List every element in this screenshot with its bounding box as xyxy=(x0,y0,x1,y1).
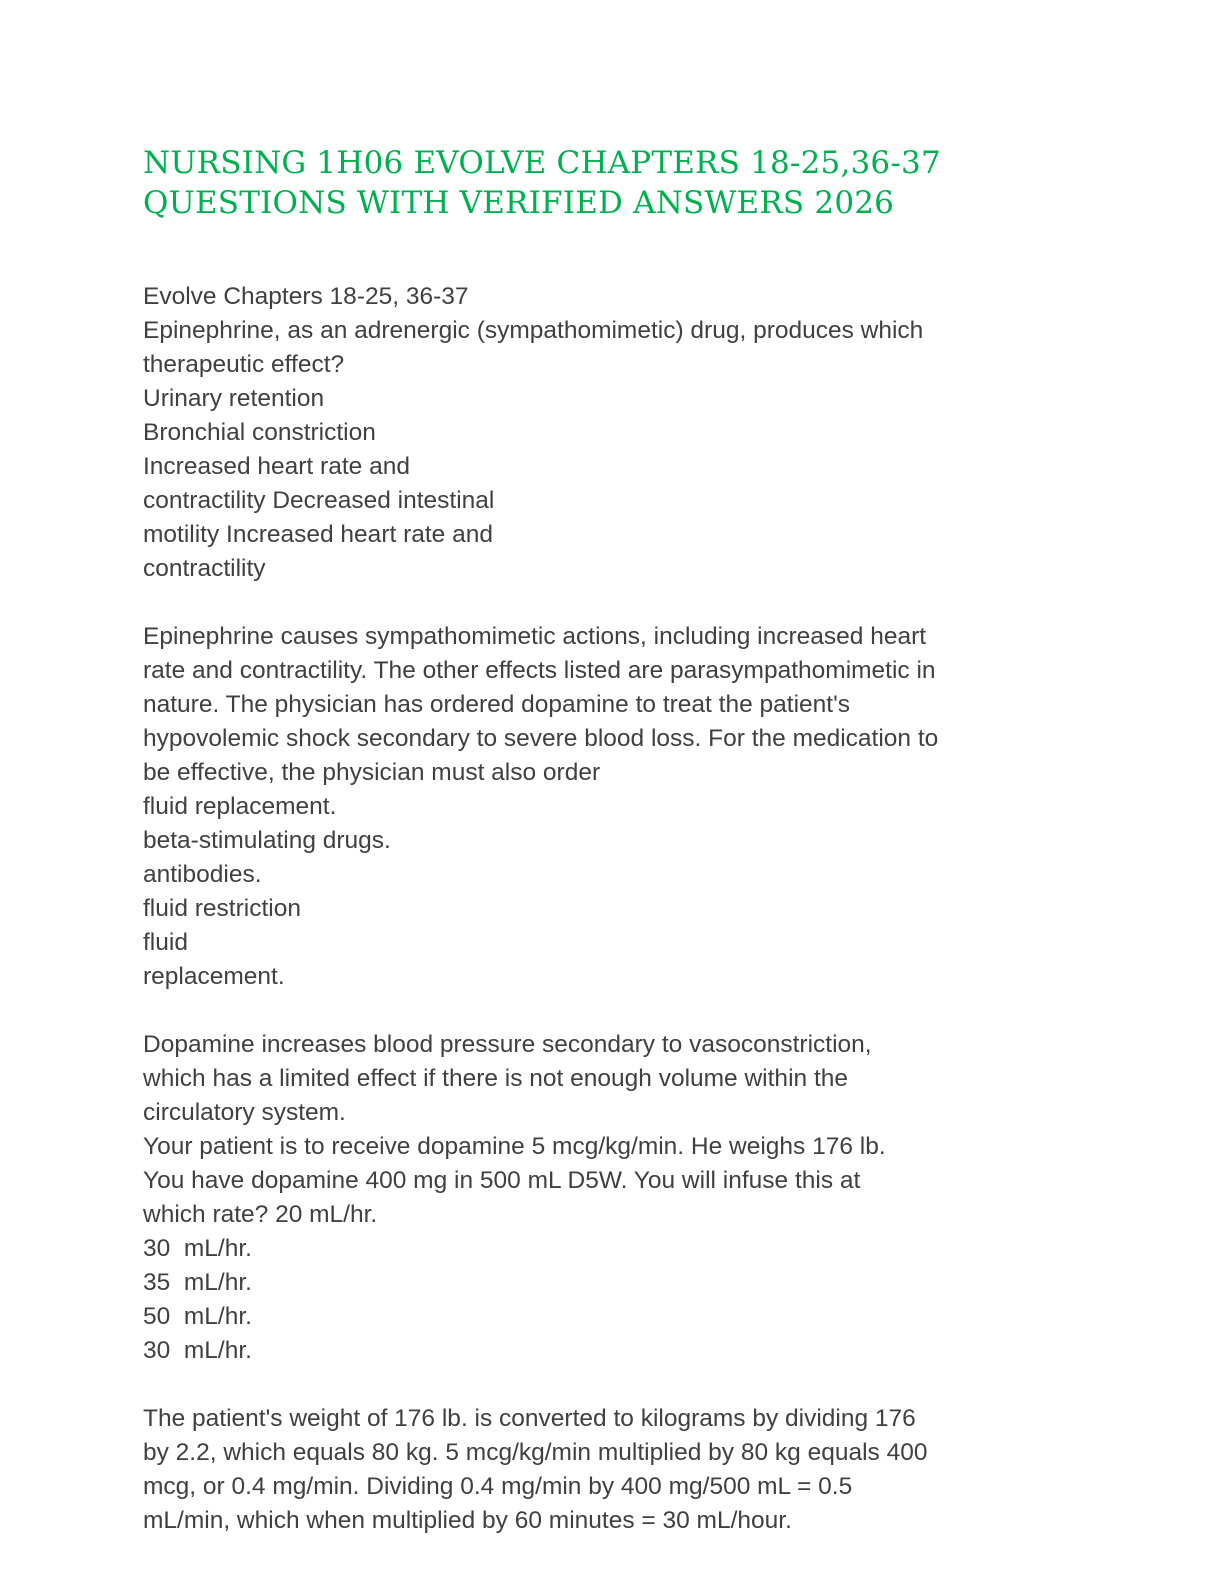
question-2-option: fluid replacement. xyxy=(143,793,337,820)
rationale-3-line: by 2.2, which equals 80 kg. 5 mcg/kg/min multiplied by 80 kg equals 400 xyxy=(143,1439,928,1466)
question-1-option: contractility Decreased intestinal xyxy=(143,487,495,514)
intro-line: Evolve Chapters 18-25, 36-37 xyxy=(143,283,469,310)
question-2-option: beta-stimulating drugs. xyxy=(143,827,391,854)
rationale-1-line: be effective, the physician must also order xyxy=(143,759,601,786)
question-3-option: 30 mL/hr. xyxy=(143,1235,252,1262)
question-3-stem-line: which rate? 20 mL/hr. xyxy=(143,1201,378,1228)
question-1-option: motility Increased heart rate and xyxy=(143,521,493,548)
question-2-option: fluid xyxy=(143,929,188,956)
rationale-3-line: mL/min, which when multiplied by 60 minutes = 30 mL/hour. xyxy=(143,1507,792,1534)
question-3-option: 30 mL/hr. xyxy=(143,1337,252,1364)
rationale-3-line: mcg, or 0.4 mg/min. Dividing 0.4 mg/min by 400 mg/500 mL = 0.5 xyxy=(143,1473,853,1500)
question-2-option: replacement. xyxy=(143,963,285,990)
title-line-2: QUESTIONS WITH VERIFIED ANSWERS 2026 xyxy=(143,185,895,221)
rationale-2-line: circulatory system. xyxy=(143,1099,346,1126)
question-1-stem-line-2: therapeutic effect? xyxy=(143,351,345,378)
document-title xyxy=(143,143,1083,223)
rationale-1-line: nature. The physician has ordered dopamine to treat the patient's xyxy=(143,691,851,718)
question-3-option: 35 mL/hr. xyxy=(143,1269,252,1296)
question-3-option: 50 mL/hr. xyxy=(143,1303,252,1330)
paragraph-gap xyxy=(143,994,1083,1028)
rationale-1-line: Epinephrine causes sympathomimetic actions, including increased heart xyxy=(143,623,927,650)
document-body xyxy=(143,280,1083,1538)
question-2-option: antibodies. xyxy=(143,861,262,888)
rationale-1-line: rate and contractility. The other effects listed are parasympathomimetic in xyxy=(143,657,936,684)
question-2-option: fluid restriction xyxy=(143,895,301,922)
paragraph-gap xyxy=(143,586,1083,620)
rationale-3-line: The patient's weight of 176 lb. is converted to kilograms by dividing 176 xyxy=(143,1405,916,1432)
title-line-1: NURSING 1H06 EVOLVE CHAPTERS 18-25,36-37 xyxy=(143,145,941,181)
rationale-2-line: Dopamine increases blood pressure secondary to vasoconstriction, xyxy=(143,1031,872,1058)
question-1-option: Urinary retention xyxy=(143,385,325,412)
document-page xyxy=(143,143,1083,1538)
question-1-option: Bronchial constriction xyxy=(143,419,376,446)
question-1-stem-line-1: Epinephrine, as an adrenergic (sympathomimetic) drug, produces which xyxy=(143,317,924,344)
rationale-1-line: hypovolemic shock secondary to severe blood loss. For the medication to xyxy=(143,725,939,752)
rationale-2-line: which has a limited effect if there is not enough volume within the xyxy=(143,1065,848,1092)
question-3-stem-line: Your patient is to receive dopamine 5 mcg/kg/min. He weighs 176 lb. xyxy=(143,1133,886,1160)
question-1-option: contractility xyxy=(143,555,266,582)
paragraph-gap xyxy=(143,1368,1083,1402)
question-1-option: Increased heart rate and xyxy=(143,453,410,480)
question-3-stem-line: You have dopamine 400 mg in 500 mL D5W. You will infuse this at xyxy=(143,1167,861,1194)
